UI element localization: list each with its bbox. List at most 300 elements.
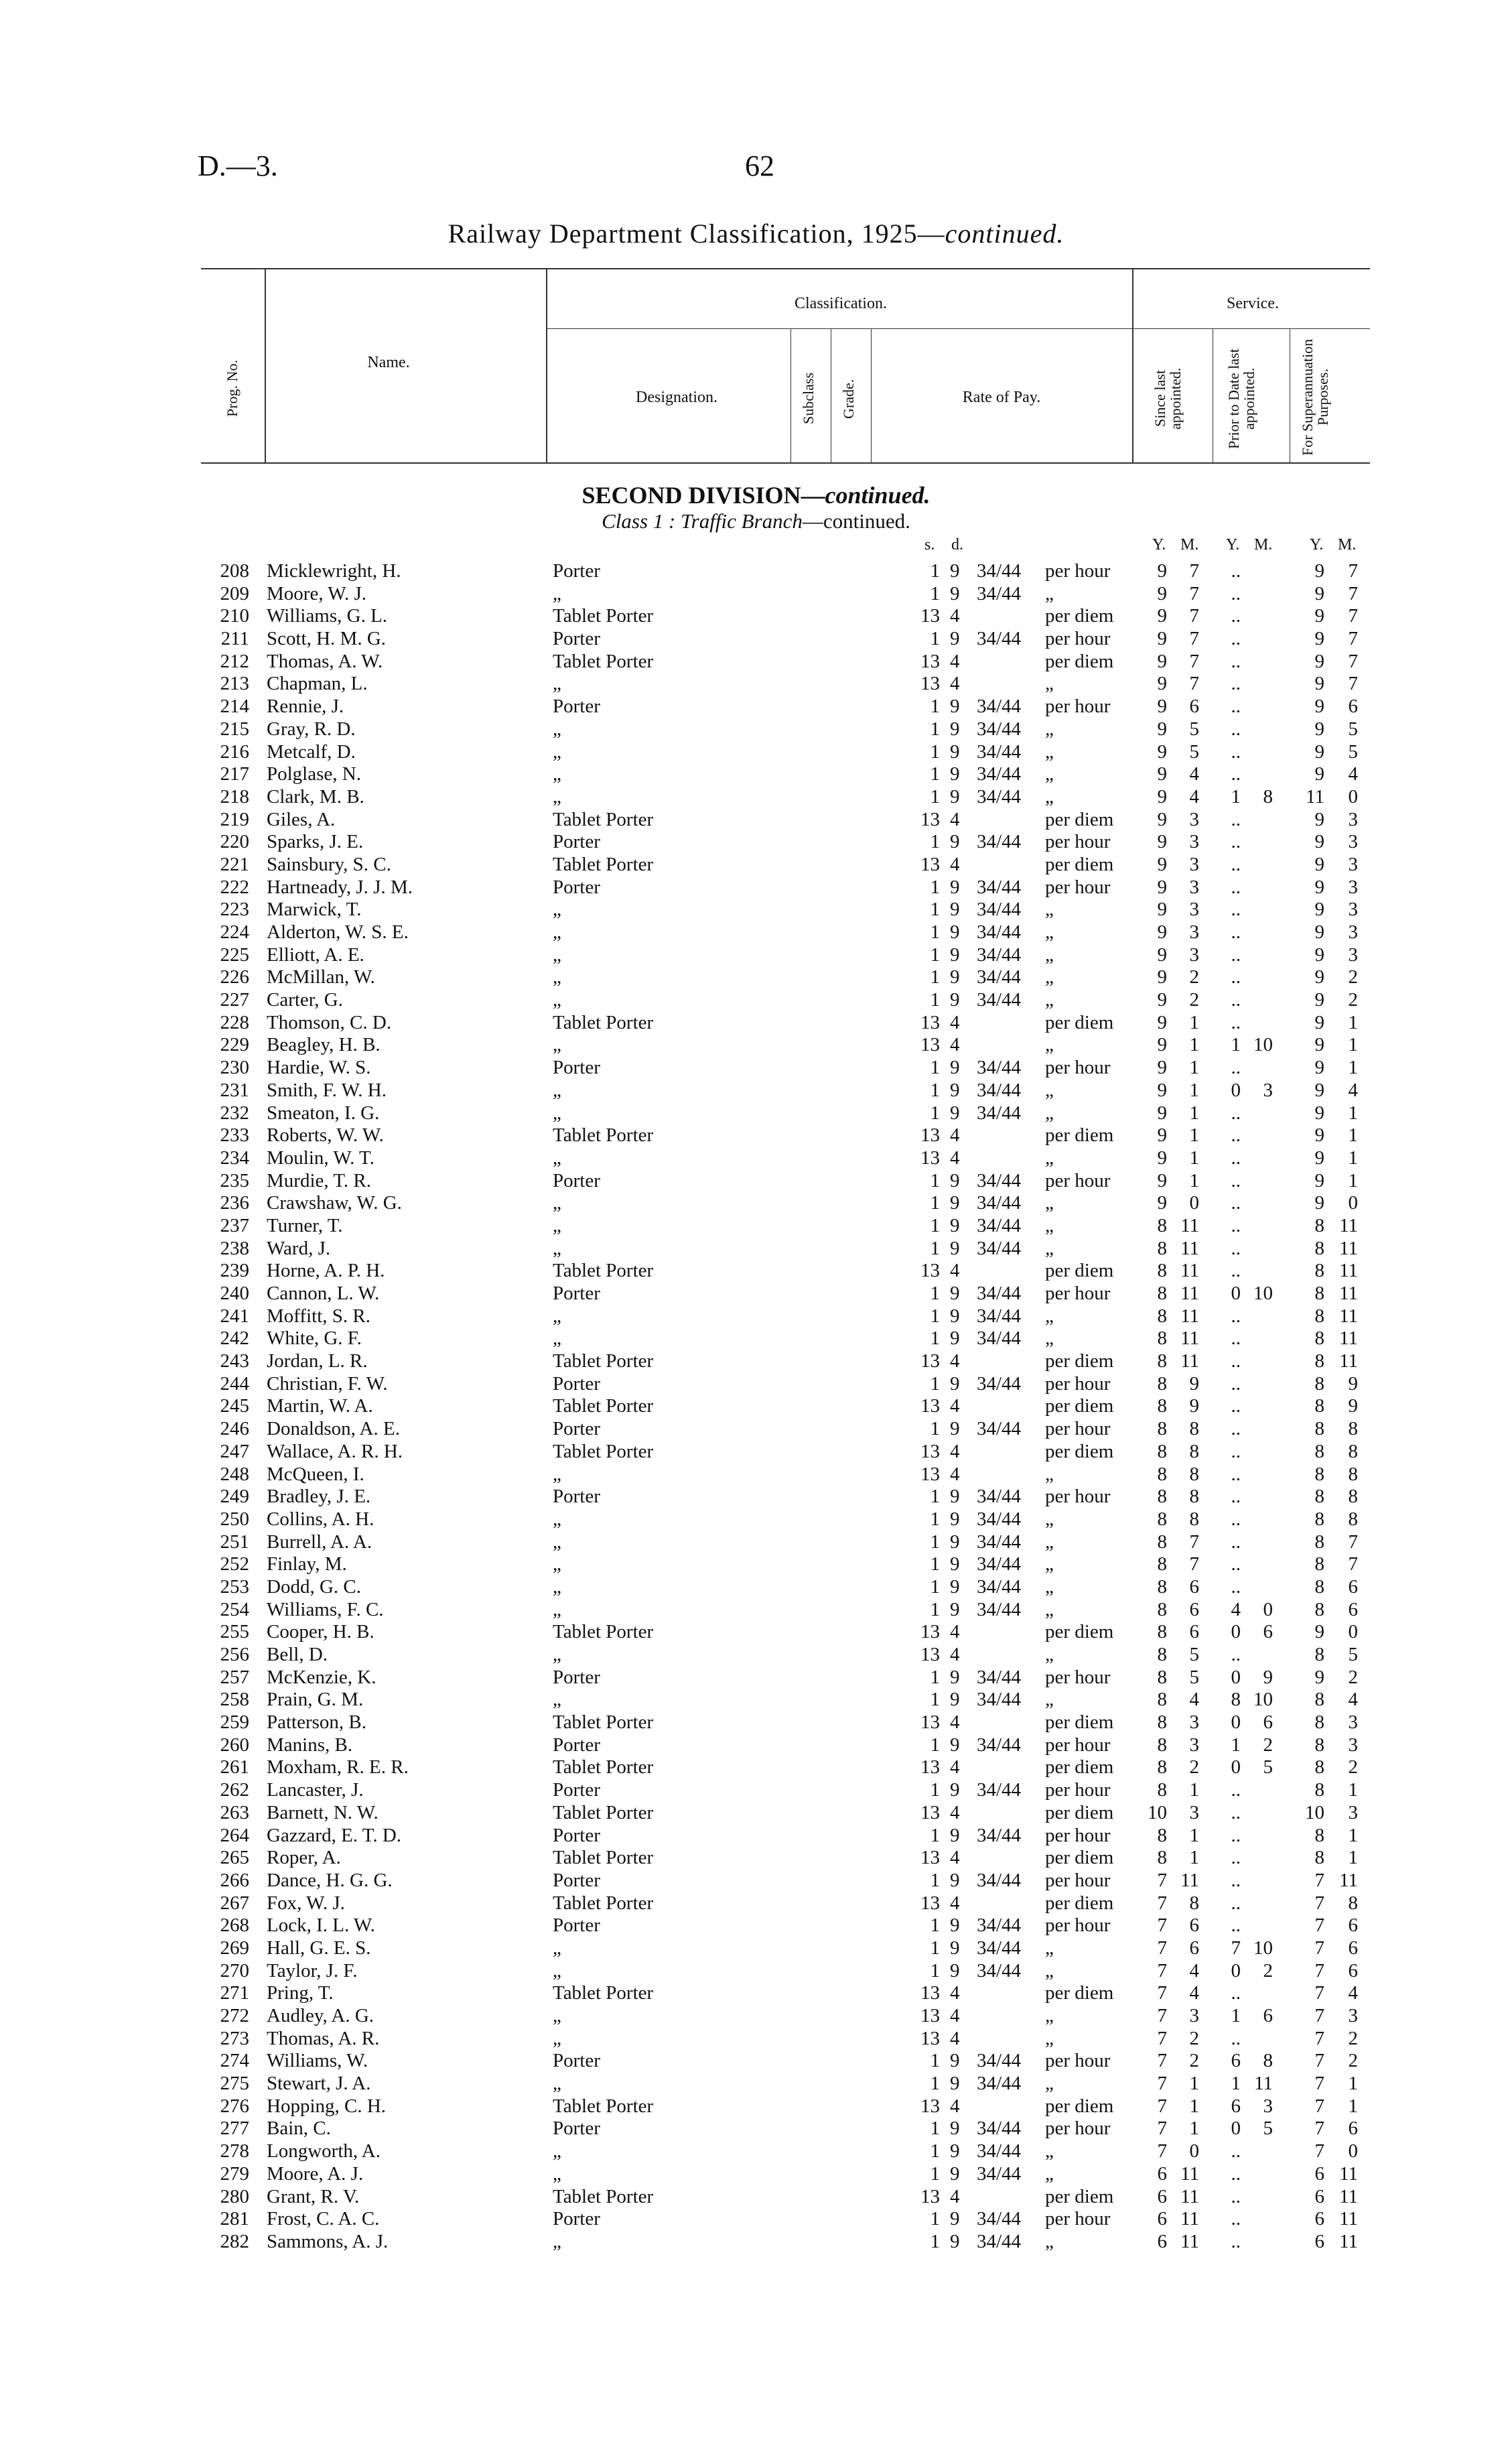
designation: Porter [553, 1283, 600, 1304]
super-months: 1 [1348, 1169, 1358, 1191]
designation: Tablet Porter [553, 650, 654, 672]
table-row [0, 1802, 1512, 1825]
pay-pence: 9 [950, 2118, 960, 2140]
designation: Tablet Porter [553, 1892, 654, 1914]
employee-name: Donaldson, A. E. [267, 1418, 400, 1440]
super-months: 0 [1348, 1621, 1358, 1643]
designation: Tablet Porter [553, 1124, 654, 1147]
table-row [0, 1734, 1512, 1757]
super-months: 3 [1348, 899, 1358, 921]
designation: „ [553, 1237, 561, 1259]
since-months: 1 [1189, 1124, 1199, 1147]
prior-years: .. [1231, 2162, 1241, 2185]
designation: „ [553, 1937, 561, 1959]
prog-no: 212 [220, 650, 249, 672]
since-years: 7 [1157, 1915, 1167, 1937]
since-years: 8 [1157, 1260, 1167, 1282]
pay-shillings: 1 [930, 2162, 940, 2185]
designation: „ [553, 1598, 561, 1620]
employee-name: Dance, H. G. G. [267, 1869, 393, 1891]
prior-years: .. [1231, 853, 1241, 875]
pay-shillings: 1 [930, 1598, 940, 1620]
pay-shillings: 1 [930, 1666, 940, 1688]
pay-unit: „ [1045, 966, 1054, 988]
pay-fraction: 34/44 [977, 2162, 1022, 2185]
prog-no: 256 [220, 1644, 249, 1665]
pay-fraction: 34/44 [977, 1057, 1022, 1079]
since-years: 9 [1157, 1079, 1167, 1101]
pay-shillings: 1 [930, 696, 940, 718]
prior-months: 8 [1263, 785, 1273, 807]
pay-pence: 9 [950, 2208, 960, 2230]
pay-unit: per diem [1045, 1395, 1114, 1417]
employee-name: Martin, W. A. [267, 1395, 373, 1417]
table-row [0, 1915, 1512, 1937]
pay-unit: per hour [1045, 1283, 1111, 1304]
pay-pence: 4 [950, 1756, 960, 1778]
super-months: 8 [1348, 1418, 1358, 1440]
pay-unit: „ [1045, 1463, 1054, 1485]
pay-unit: „ [1045, 718, 1054, 740]
pay-shillings: 1 [930, 582, 940, 604]
title-main: Railway Department Classification, 1925— [448, 218, 945, 249]
pay-shillings: 1 [930, 1372, 940, 1395]
super-months: 1 [1348, 1011, 1358, 1033]
super-years: 10 [1305, 1801, 1324, 1823]
since-months: 3 [1189, 853, 1199, 875]
designation: „ [553, 1327, 561, 1350]
designation: „ [553, 763, 561, 785]
super-months: 3 [1348, 853, 1358, 875]
designation: Tablet Porter [553, 1982, 654, 2004]
prior-years: 0 [1231, 1711, 1241, 1734]
pay-shillings: 13 [920, 1350, 940, 1372]
pay-shillings: 13 [920, 673, 940, 695]
since-months: 3 [1189, 921, 1199, 943]
prog-no: 233 [220, 1124, 249, 1147]
since-years: 6 [1157, 2185, 1167, 2207]
designation: „ [553, 2027, 561, 2049]
employee-name: Williams, F. C. [267, 1598, 384, 1620]
pay-shillings: 13 [920, 853, 940, 875]
since-months: 1 [1189, 1779, 1199, 1801]
prog-no: 221 [220, 853, 249, 875]
prior-years: .. [1231, 1169, 1241, 1191]
pay-pence: 4 [950, 605, 960, 627]
prog-no: 265 [220, 1847, 249, 1869]
since-months: 6 [1189, 1915, 1199, 1937]
since-years: 10 [1148, 1801, 1167, 1823]
since-years: 8 [1157, 1756, 1167, 1778]
pay-pence: 9 [950, 944, 960, 966]
pay-shillings: 1 [930, 944, 940, 966]
table-row [0, 1327, 1512, 1350]
super-years: 8 [1314, 1575, 1324, 1598]
pay-pence: 9 [950, 1305, 960, 1327]
since-years: 6 [1157, 2230, 1167, 2252]
pay-shillings: 13 [920, 605, 940, 627]
super-months: 7 [1348, 1553, 1358, 1575]
prior-years: .. [1231, 696, 1241, 718]
pay-unit: per hour [1045, 1915, 1111, 1937]
prog-no: 274 [220, 2050, 249, 2072]
designation: „ [553, 740, 561, 763]
pay-unit: per diem [1045, 1892, 1114, 1914]
since-months: 2 [1189, 1756, 1199, 1778]
since-years: 8 [1157, 1621, 1167, 1643]
employee-name: Thomas, A. W. [267, 650, 383, 672]
super-years: 8 [1314, 1847, 1324, 1869]
pay-fraction: 34/44 [977, 921, 1022, 943]
header-since-last: Since last appointed. [1152, 367, 1184, 430]
prog-no: 261 [220, 1756, 249, 1778]
prog-no: 275 [220, 2073, 249, 2095]
table-row [0, 2095, 1512, 2118]
pay-shillings: 1 [930, 718, 940, 740]
pay-unit: „ [1045, 1689, 1054, 1711]
pay-unit: „ [1045, 1553, 1054, 1575]
prior-years: 0 [1231, 1756, 1241, 1778]
designation: Tablet Porter [553, 1260, 654, 1282]
pay-fraction: 34/44 [977, 1937, 1022, 1959]
prog-no: 213 [220, 673, 249, 695]
pay-pence: 9 [950, 1553, 960, 1575]
pay-pence: 4 [950, 1011, 960, 1033]
pay-unit: „ [1045, 2027, 1054, 2049]
pay-pence: 9 [950, 2050, 960, 2072]
since-months: 8 [1189, 1486, 1199, 1508]
since-months: 2 [1189, 2027, 1199, 2049]
since-months: 8 [1189, 1508, 1199, 1530]
header-superannuation: For Superannuation Purposes. [1299, 338, 1332, 456]
since-months: 3 [1189, 1734, 1199, 1756]
table-row [0, 673, 1512, 696]
table-row [0, 1170, 1512, 1193]
pay-pence: 9 [950, 1734, 960, 1756]
prog-no: 234 [220, 1147, 249, 1169]
pay-unit: per hour [1045, 1372, 1111, 1395]
prior-years: .. [1231, 1237, 1241, 1259]
table-row [0, 1486, 1512, 1508]
prior-years: .. [1231, 605, 1241, 627]
header-classification: Classification. [795, 295, 887, 312]
pay-unit: „ [1045, 1237, 1054, 1259]
since-months: 9 [1189, 1372, 1199, 1395]
pay-unit: „ [1045, 899, 1054, 921]
prog-no: 225 [220, 944, 249, 966]
prior-years: .. [1231, 1779, 1241, 1801]
prior-years: 1 [1231, 1034, 1241, 1056]
super-years: 7 [1314, 1982, 1324, 2004]
prior-months: 6 [1263, 1621, 1273, 1643]
table-row [0, 944, 1512, 967]
header-prior-to: Prior to Date last appointed. [1225, 348, 1258, 449]
table-row [0, 1192, 1512, 1215]
table-header [201, 268, 1370, 464]
designation: Porter [553, 560, 600, 582]
pay-unit: per diem [1045, 1350, 1114, 1372]
pay-shillings: 1 [930, 1959, 940, 1982]
since-months: 5 [1189, 1644, 1199, 1665]
pay-shillings: 1 [930, 1214, 940, 1236]
prog-no: 259 [220, 1711, 249, 1734]
super-years: 9 [1314, 1011, 1324, 1033]
title-continued: continued. [945, 218, 1064, 249]
super-years: 7 [1314, 2095, 1324, 2117]
unit-months-since: M. [1180, 536, 1199, 554]
employee-name: Moxham, R. E. R. [267, 1756, 409, 1778]
since-years: 8 [1157, 1711, 1167, 1734]
designation: Porter [553, 1486, 600, 1508]
super-months: 8 [1348, 1463, 1358, 1485]
super-months: 2 [1348, 1756, 1358, 1778]
employee-name: Moore, A. J. [267, 2162, 364, 2185]
unit-months-prior: M. [1254, 536, 1273, 554]
super-years: 7 [1314, 2005, 1324, 2026]
super-years: 9 [1314, 944, 1324, 966]
super-years: 9 [1314, 1147, 1324, 1169]
pay-fraction: 34/44 [977, 1508, 1022, 1530]
table-row [0, 831, 1512, 854]
designation: Tablet Porter [553, 1621, 654, 1643]
employee-name: Turner, T. [267, 1214, 343, 1236]
designation: „ [553, 1508, 561, 1530]
prog-no: 241 [220, 1305, 249, 1327]
pay-shillings: 1 [930, 1734, 940, 1756]
since-years: 7 [1157, 1982, 1167, 2004]
prior-years: .. [1231, 1644, 1241, 1665]
since-years: 9 [1157, 763, 1167, 785]
pay-unit: „ [1045, 1305, 1054, 1327]
prior-years: .. [1231, 1440, 1241, 1462]
pay-fraction: 34/44 [977, 1824, 1022, 1846]
pay-pence: 9 [950, 1192, 960, 1214]
pay-unit: per hour [1045, 1169, 1111, 1191]
pay-shillings: 1 [930, 1192, 940, 1214]
prior-years: .. [1231, 1372, 1241, 1395]
pay-shillings: 1 [930, 1779, 940, 1801]
prog-no: 244 [220, 1372, 249, 1395]
designation: „ [553, 1192, 561, 1214]
super-years: 8 [1314, 1756, 1324, 1778]
pay-unit: „ [1045, 1079, 1054, 1101]
prior-years: .. [1231, 1102, 1241, 1124]
super-years: 9 [1314, 1666, 1324, 1688]
prog-no: 245 [220, 1395, 249, 1417]
pay-fraction: 34/44 [977, 718, 1022, 740]
prior-years: .. [1231, 1869, 1241, 1891]
employee-name: Elliott, A. E. [267, 944, 364, 966]
pay-pence: 4 [950, 2185, 960, 2207]
since-years: 9 [1157, 1057, 1167, 1079]
prior-months: 2 [1263, 1959, 1273, 1982]
super-years: 7 [1314, 1892, 1324, 1914]
since-months: 1 [1189, 2095, 1199, 2117]
pay-shillings: 13 [920, 1440, 940, 1462]
since-months: 7 [1189, 560, 1199, 582]
super-months: 3 [1348, 808, 1358, 830]
prog-no: 243 [220, 1350, 249, 1372]
prior-years: 0 [1231, 1959, 1241, 1982]
designation: Tablet Porter [553, 808, 654, 830]
pay-fraction: 34/44 [977, 740, 1022, 763]
since-years: 8 [1157, 1283, 1167, 1304]
pay-fraction: 34/44 [977, 582, 1022, 604]
designation: „ [553, 1463, 561, 1485]
pay-shillings: 1 [930, 1057, 940, 1079]
since-years: 7 [1157, 2073, 1167, 2095]
pay-pence: 9 [950, 899, 960, 921]
table-row [0, 786, 1512, 809]
header-name: Name. [367, 354, 410, 371]
prior-years: .. [1231, 966, 1241, 988]
section-title-continued: continued. [825, 482, 931, 509]
pay-fraction: 34/44 [977, 1237, 1022, 1259]
prior-months: 2 [1263, 1734, 1273, 1756]
pay-unit: „ [1045, 1034, 1054, 1056]
pay-pence: 9 [950, 1327, 960, 1350]
table-row [0, 605, 1512, 628]
since-years: 6 [1157, 2208, 1167, 2230]
branch-name: Traffic Branch [681, 509, 803, 533]
since-months: 7 [1189, 673, 1199, 695]
super-months: 7 [1348, 1531, 1358, 1553]
since-years: 8 [1157, 1644, 1167, 1665]
pay-pence: 9 [950, 1418, 960, 1440]
table-row [0, 2118, 1512, 2140]
pay-unit: „ [1045, 1327, 1054, 1350]
super-months: 11 [1339, 2185, 1358, 2207]
super-years: 8 [1314, 1644, 1324, 1665]
prior-years: .. [1231, 1057, 1241, 1079]
pay-pence: 9 [950, 763, 960, 785]
since-years: 9 [1157, 785, 1167, 807]
prior-months: 6 [1263, 2005, 1273, 2026]
designation: „ [553, 1034, 561, 1056]
pay-pence: 9 [950, 966, 960, 988]
header-grade: Grade. [840, 379, 857, 419]
super-months: 8 [1348, 1508, 1358, 1530]
since-months: 6 [1189, 1575, 1199, 1598]
super-years: 9 [1314, 763, 1324, 785]
pay-unit: per diem [1045, 1982, 1114, 2004]
employee-name: Barnett, N. W. [267, 1801, 379, 1823]
header-subclass: Subclass [800, 373, 817, 425]
since-years: 7 [1157, 1869, 1167, 1891]
pay-unit: per hour [1045, 560, 1111, 582]
super-years: 8 [1314, 1350, 1324, 1372]
since-years: 8 [1157, 1847, 1167, 1869]
super-months: 3 [1348, 944, 1358, 966]
prior-years: .. [1231, 740, 1241, 763]
since-years: 8 [1157, 1486, 1167, 1508]
super-years: 8 [1314, 1372, 1324, 1395]
super-years: 8 [1314, 1689, 1324, 1711]
since-months: 1 [1189, 2118, 1199, 2140]
pay-shillings: 1 [930, 1824, 940, 1846]
since-months: 4 [1189, 1959, 1199, 1982]
pay-unit: per hour [1045, 1666, 1111, 1688]
designation: Porter [553, 876, 600, 898]
super-years: 8 [1314, 1418, 1324, 1440]
pay-shillings: 13 [920, 1644, 940, 1665]
pay-unit: per hour [1045, 2118, 1111, 2140]
pay-shillings: 1 [930, 831, 940, 853]
since-months: 11 [1180, 2162, 1199, 2185]
prog-no: 271 [220, 1982, 249, 2004]
since-years: 9 [1157, 921, 1167, 943]
table-row [0, 1441, 1512, 1464]
employee-name: Metcalf, D. [267, 740, 356, 763]
pay-shillings: 1 [930, 1575, 940, 1598]
pay-pence: 4 [950, 853, 960, 875]
prior-years: .. [1231, 718, 1241, 740]
prior-years: .. [1231, 808, 1241, 830]
prior-months: 0 [1263, 1598, 1273, 1620]
pay-shillings: 13 [920, 1982, 940, 2004]
super-months: 2 [1348, 2050, 1358, 2072]
pay-shillings: 1 [930, 1283, 940, 1304]
prior-years: 1 [1231, 2005, 1241, 2026]
pay-unit: „ [1045, 1959, 1054, 1982]
prior-years: 0 [1231, 2118, 1241, 2140]
since-months: 11 [1180, 1283, 1199, 1304]
super-years: 9 [1314, 876, 1324, 898]
employee-name: Hardie, W. S. [267, 1057, 371, 1079]
employee-name: McQueen, I. [267, 1463, 364, 1485]
prior-years: .. [1231, 944, 1241, 966]
prior-months: 11 [1254, 2073, 1273, 2095]
pay-shillings: 1 [930, 1418, 940, 1440]
table-row [0, 1124, 1512, 1147]
designation: „ [553, 1102, 561, 1124]
super-months: 1 [1348, 2095, 1358, 2117]
since-years: 9 [1157, 1192, 1167, 1214]
employee-name: Frost, C. A. C. [267, 2208, 380, 2230]
pay-shillings: 13 [920, 1801, 940, 1823]
pay-unit: per diem [1045, 605, 1114, 627]
designation: Tablet Porter [553, 1801, 654, 1823]
pay-pence: 4 [950, 1711, 960, 1734]
since-months: 3 [1189, 808, 1199, 830]
since-months: 3 [1189, 899, 1199, 921]
super-years: 9 [1314, 718, 1324, 740]
pay-shillings: 1 [930, 1689, 940, 1711]
prog-no: 218 [220, 785, 249, 807]
designation: Tablet Porter [553, 1011, 654, 1033]
pay-pence: 9 [950, 1824, 960, 1846]
table-row [0, 2163, 1512, 2186]
super-months: 1 [1348, 1847, 1358, 1869]
employee-name: Gray, R. D. [267, 718, 356, 740]
since-years: 9 [1157, 876, 1167, 898]
class-label: Class 1 : [602, 509, 676, 533]
super-years: 9 [1314, 650, 1324, 672]
pay-fraction: 34/44 [977, 899, 1022, 921]
table-row [0, 763, 1512, 786]
table-row [0, 1034, 1512, 1057]
designation: Porter [553, 1734, 600, 1756]
prior-years: .. [1231, 1575, 1241, 1598]
super-years: 8 [1314, 1214, 1324, 1236]
since-years: 7 [1157, 2005, 1167, 2026]
prior-years: .. [1231, 899, 1241, 921]
prog-no: 262 [220, 1779, 249, 1801]
designation: „ [553, 921, 561, 943]
super-years: 9 [1314, 966, 1324, 988]
employee-name: Manins, B. [267, 1734, 353, 1756]
header-prog-no: Prog. No. [224, 360, 240, 417]
